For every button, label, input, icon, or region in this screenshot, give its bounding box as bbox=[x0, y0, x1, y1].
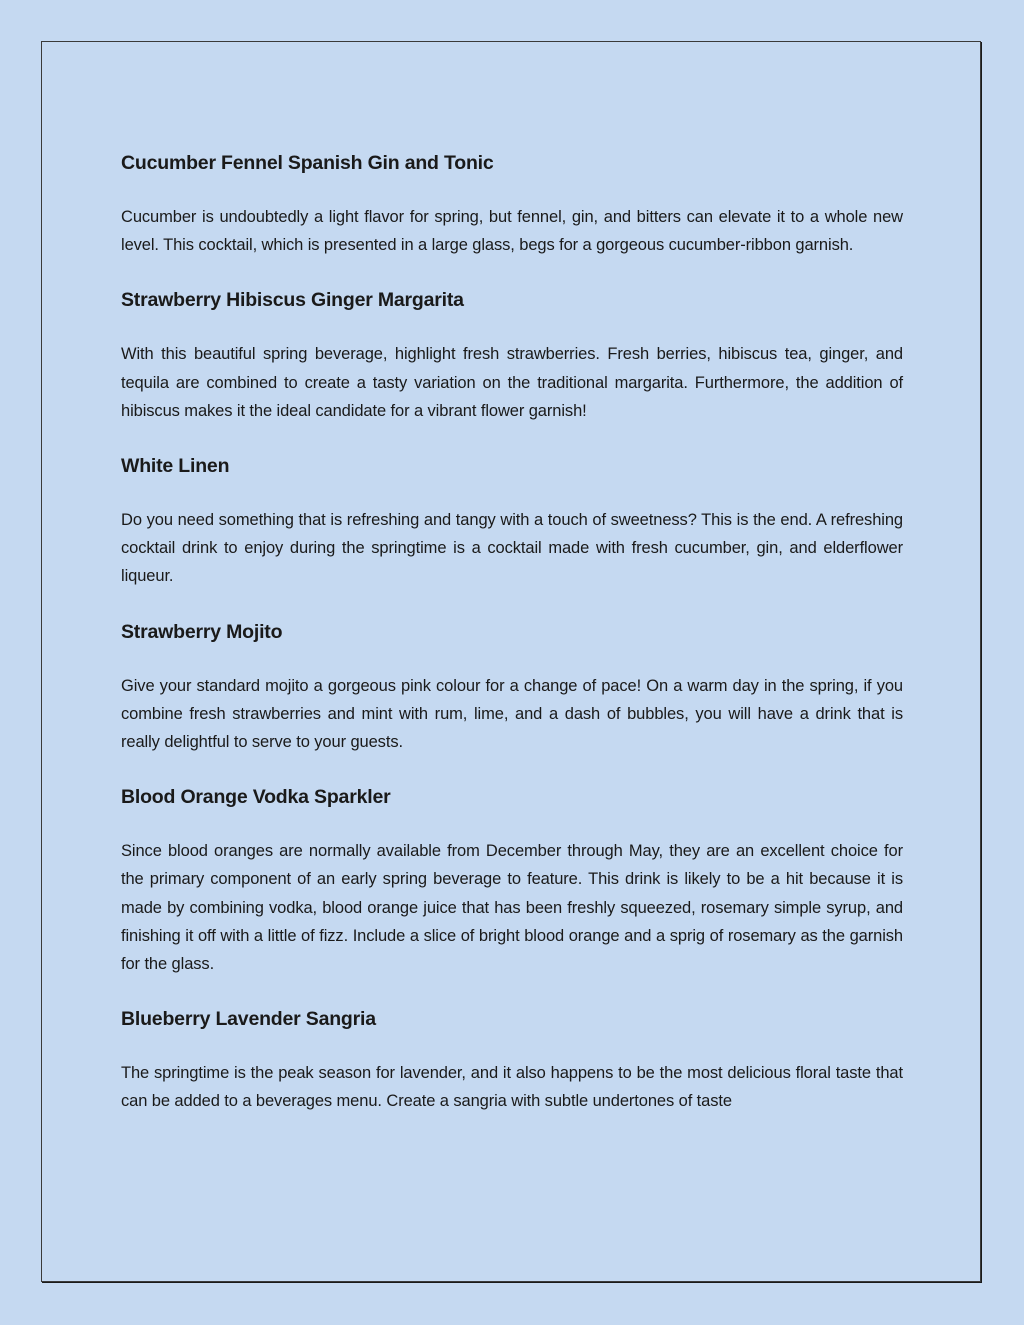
section-white-linen bbox=[121, 449, 903, 591]
document-content bbox=[121, 146, 903, 1116]
section-body: Since blood oranges are normally available from December through May, they are an excellent choice for the primary component of an early spring beverage to feature. This drink is likely to be a hit because it is made by combining vodka, blood orange juice that has been freshly squeezed, rosemary simple syrup, and finishing it off with a little of fizz. Include a slice of bright blood orange and a sprig of rosemary as the garnish for the glass. bbox=[121, 842, 903, 974]
section-body: With this beautiful spring beverage, highlight fresh strawberries. Fresh berries, hibiscus tea, ginger, and tequila are combined to create a tasty variation on the traditional margarita. Furthermore, the addition of hibiscus makes it the ideal candidate for a vibrant flower garnish! bbox=[121, 345, 903, 420]
section-body: The springtime is the peak season for lavender, and it also happens to be the most delicious floral taste that can be added to a beverages menu. Create a sangria with subtle undertones of taste bbox=[121, 1064, 903, 1111]
section-blueberry-sangria bbox=[121, 1002, 903, 1115]
section-title: White Linen bbox=[121, 455, 230, 478]
section-title: Cucumber Fennel Spanish Gin and Tonic bbox=[121, 152, 494, 174]
section-body: Cucumber is undoubtedly a light flavor for spring, but fennel, gin, and bitters can elevate it to a whole new level. This cocktail, which is presented in a large glass, begs for a gorgeous cucumber-ribbon garnish. bbox=[121, 208, 903, 255]
section-title: Blood Orange Vodka Sparkler bbox=[121, 786, 391, 809]
section-title: Strawberry Mojito bbox=[121, 620, 283, 643]
section-blood-orange-sparkler bbox=[121, 780, 903, 978]
section-strawberry-mojito bbox=[121, 615, 903, 757]
section-strawberry-margarita bbox=[121, 283, 903, 425]
section-cucumber-gin-tonic bbox=[121, 146, 903, 259]
section-title: Blueberry Lavender Sangria bbox=[121, 1008, 376, 1031]
section-body: Give your standard mojito a gorgeous pink colour for a change of pace! On a warm day in the spring, if you combine fresh strawberries and mint with rum, lime, and a dash of bubbles, you will have a drink that is really delightful to serve to your guests. bbox=[121, 676, 903, 752]
section-title: Strawberry Hibiscus Ginger Margarita bbox=[121, 289, 464, 312]
section-body: Do you need something that is refreshing and tangy with a touch of sweetness? This is the end. A refreshing cocktail drink to enjoy during the springtime is a cocktail made with fresh cucumber, gin, and elderflower liqueur. bbox=[121, 511, 903, 586]
